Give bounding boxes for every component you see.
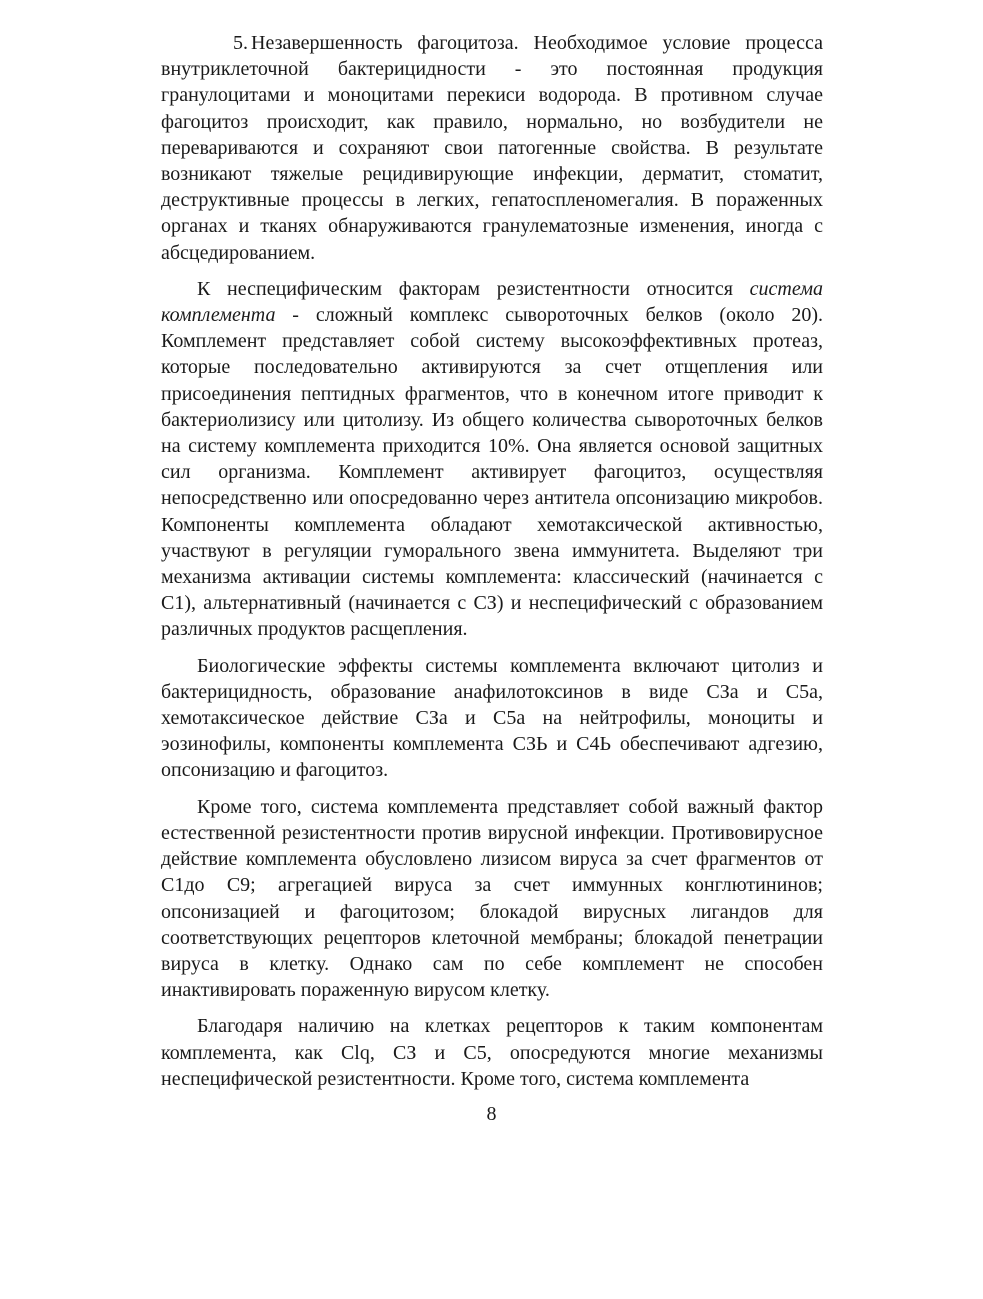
paragraph-phagocytosis-incomplete bbox=[161, 30, 823, 266]
paragraph-text: Кроме того, система комплемента представляет собой важный фактор естественной резистентности против вирусной инфекции. Противовирусное действие комплемента обусловлено лизисом вируса за счет фрагментов от С1до С9; агрегацией вируса за счет иммунных конглютининов; опсонизацией и фагоцитозом; блокадой вирусных лигандов для соответствующих рецепторов клеточной мембраны; блокадой пенетрации вируса в клетку. Однако сам по себе комплемент не способен инактивировать пораженную вирусом клетку. bbox=[161, 795, 823, 1002]
term-complement-system: система комплемента - bbox=[161, 277, 823, 327]
paragraph-biological-effects bbox=[161, 653, 823, 784]
paragraph-text: Биологические эффекты системы комплемента включают цитолиз и бактерицидность, образование анафилотоксинов в виде СЗа и С5а, хемотаксическое действие СЗа и С5а на нейтрофилы, моноциты и эозинофилы, компоненты комплемента СЗЬ и С4Ь обеспечивают адгезию, опсонизацию и фагоцитоз. bbox=[161, 654, 823, 782]
paragraph-receptors bbox=[161, 1013, 823, 1092]
paragraph-text: сложный комплекс сывороточных белков (около 20). Комплемент представляет собой систему высокоэффективных протеаз, которые последовательно активируются за счет отщепления или присоединения пептидных фрагментов, что в конечном итоге приводит к бактериолизису или цитолизу. Из общего количества сывороточных белков на систему комплемента приходится 10%. Она является основой защитных сил организма. Комплемент активирует фагоцитоз, осуществляя непосредственно или опосредованно через антитела опсонизацию микробов. Компоненты комплемента обладают хемотаксической активностью, участвуют в регуляции гуморального звена иммунитета. Выделяют три механизма активации системы комплемента: классический (начинается с С1), альтернативный (начинается с СЗ) и неспецифический с образованием различных продуктов расщепления. bbox=[161, 304, 824, 641]
paragraph-text: Благодаря наличию на клетках рецепторов к таким компонентам комплемента, как Clq, СЗ и С5, опосредуются многие механизмы неспецифической резистентности. Кроме того, система комплемента bbox=[161, 1015, 823, 1090]
item-number: 5. bbox=[233, 32, 248, 54]
paragraph-text: Незавершенность фагоцитоза. Необходимое условие процесса внутриклеточной бактерицидности - это постоянная продукция гранулоцитами и моноцитами перекиси водорода. В противном случае фагоцитоз происходит, как правило, нормально, но возбудители не перевариваются и сохраняют свои патогенные свойства. В результате возникают тяжелые рецидивирующие инфекции, дерматит, стоматит, деструктивные процессы в легких, гепатоспленомегалия. В пораженных органах и тканях обнаруживаются гранулематозные изменения, иногда с абсцедированием. bbox=[161, 32, 823, 264]
paragraph-intro: К неспецифическим факторам резистентности относится bbox=[197, 277, 750, 300]
paragraph-complement-system bbox=[161, 276, 823, 643]
paragraph-antiviral-action bbox=[161, 794, 823, 1004]
page-number: 8 bbox=[486, 1103, 497, 1125]
page-body bbox=[161, 30, 823, 1092]
